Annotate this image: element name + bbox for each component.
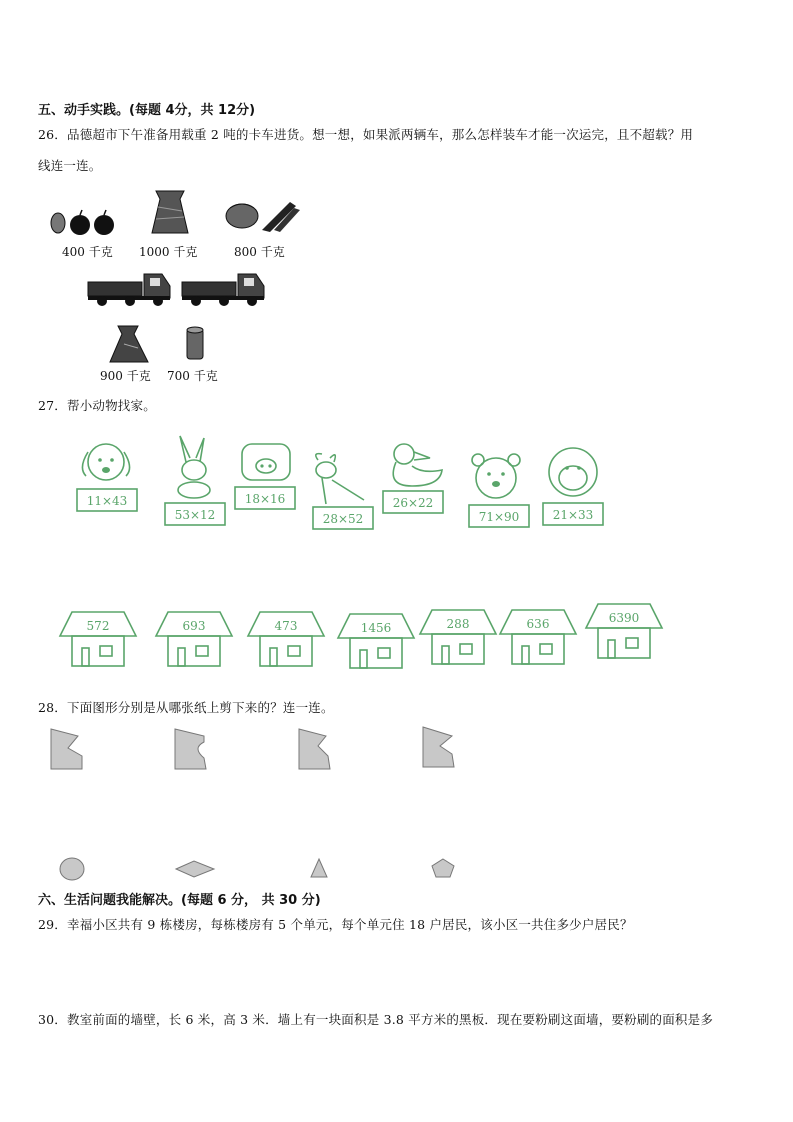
monkey-icon — [540, 444, 606, 500]
svg-text:28×52: 28×52 — [322, 512, 364, 526]
truck-icon[interactable] — [86, 268, 174, 308]
house-icon[interactable] — [154, 608, 234, 668]
q26-text-line1: 26．品德超市下午准备用载重 2 吨的卡车进货。想一想，如果派两辆车，那么怎样装车才能一次运完，且不超载？用 — [38, 127, 694, 142]
duck-icon — [382, 440, 448, 490]
svg-text:26×22: 26×22 — [392, 496, 434, 510]
weight-label-sack: 1000 千克 — [139, 245, 198, 259]
house-icon[interactable] — [418, 606, 498, 666]
vegetables-icon — [222, 196, 302, 234]
bear-icon — [468, 452, 524, 502]
q29-text: 29．幸福小区共有 9 栋楼房，每栋楼房有 5 个单元，每个单元住 18 户居民，该小区一共住多少户居民？ — [38, 917, 633, 932]
weight-label-fruit: 400 千克 — [62, 245, 113, 259]
svg-text:288: 288 — [446, 617, 470, 631]
q28-text: 28．下面图形分别是从哪张纸上剪下来的？连一连。 — [38, 700, 334, 715]
weight-label-vegetables: 800 千克 — [234, 245, 285, 259]
weight-label-bag: 900 千克 — [100, 369, 151, 383]
animal-sign-dog[interactable] — [76, 488, 138, 512]
house-icon[interactable] — [584, 600, 664, 660]
house-icon[interactable] — [336, 610, 416, 670]
animal-sign-monkey[interactable] — [542, 502, 604, 526]
houses-row — [58, 604, 678, 670]
folded-paper-2-icon[interactable] — [174, 728, 210, 770]
section-5-title: 五、动手实践。(每题 4分，共 12分) — [38, 103, 256, 118]
house-icon[interactable] — [246, 608, 326, 668]
svg-text:572: 572 — [86, 619, 110, 633]
folded-paper-1-icon[interactable] — [50, 728, 84, 770]
svg-text:21×33: 21×33 — [552, 508, 594, 522]
svg-text:11×43: 11×43 — [86, 494, 128, 508]
house-icon[interactable] — [58, 608, 138, 668]
animal-sign-goat[interactable] — [312, 506, 374, 530]
svg-text:6390: 6390 — [608, 611, 640, 625]
folded-paper-3-icon[interactable] — [298, 728, 334, 770]
svg-text:636: 636 — [526, 617, 550, 631]
svg-text:18×16: 18×16 — [244, 492, 286, 506]
animal-sign-duck[interactable] — [382, 490, 444, 514]
pentagon-icon[interactable] — [430, 857, 456, 879]
folded-paper-4-icon[interactable] — [422, 726, 458, 768]
bag-icon — [108, 324, 152, 364]
fruit-icon — [48, 205, 120, 237]
animals-row — [60, 430, 680, 540]
section-6-title: 六、生活问题我能解决。(每题 6 分， 共 30 分) — [38, 893, 321, 908]
triangle-icon[interactable] — [309, 857, 329, 879]
house-icon[interactable] — [498, 606, 578, 666]
goat-icon — [308, 450, 368, 510]
q26-text-line2: 线连一连。 — [38, 158, 102, 173]
circle-icon[interactable] — [58, 857, 86, 881]
rabbit-icon — [168, 434, 218, 496]
svg-text:53×12: 53×12 — [174, 508, 216, 522]
weight-label-barrel: 700 千克 — [167, 369, 218, 383]
truck-icon[interactable] — [180, 268, 268, 308]
svg-text:473: 473 — [274, 619, 298, 633]
animal-sign-pig[interactable] — [234, 486, 296, 510]
dog-icon — [74, 438, 138, 486]
svg-text:71×90: 71×90 — [478, 510, 520, 524]
sack-icon — [148, 187, 192, 237]
pig-icon — [236, 438, 296, 486]
animal-sign-rabbit[interactable] — [164, 502, 226, 526]
svg-text:1456: 1456 — [360, 621, 392, 635]
svg-text:693: 693 — [182, 619, 206, 633]
q30-text: 30．教室前面的墙壁，长 6 米，高 3 米．墙上有一块面积是 3.8 平方米的黑板．现在要粉刷这面墙，要粉刷的面积是多 — [38, 1012, 714, 1027]
q27-text: 27．帮小动物找家。 — [38, 398, 156, 413]
animal-sign-bear[interactable] — [468, 504, 530, 528]
barrel-icon — [184, 326, 208, 362]
rhombus-icon[interactable] — [174, 859, 216, 879]
